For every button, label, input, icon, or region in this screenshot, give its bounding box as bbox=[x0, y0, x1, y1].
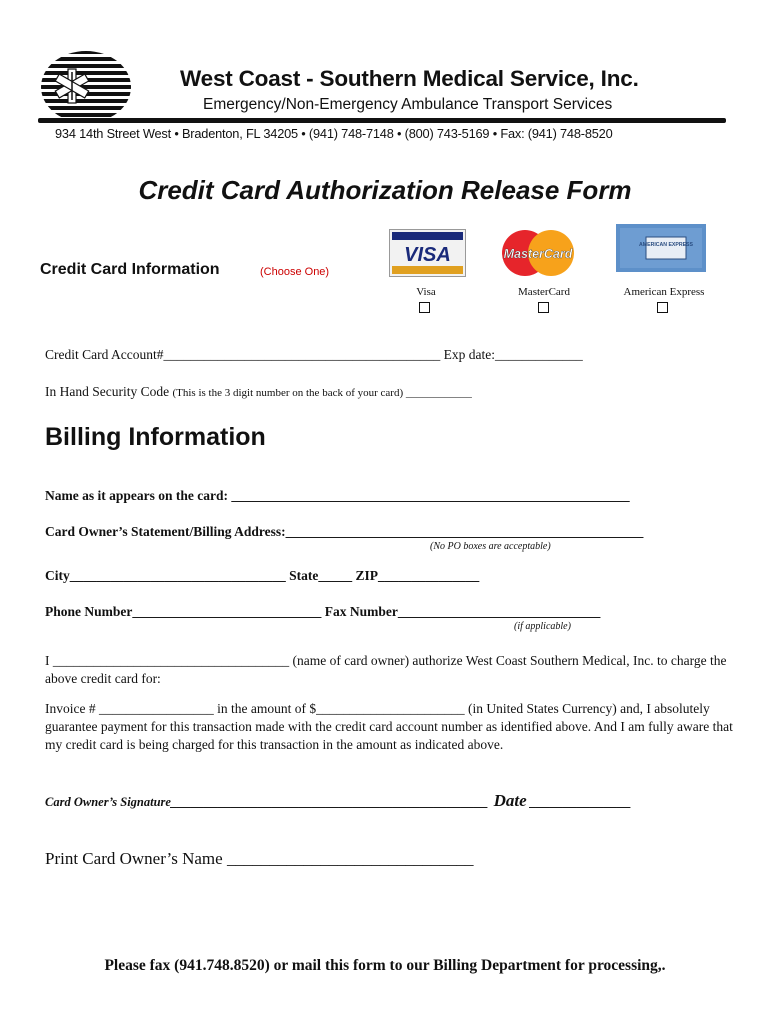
form-title: Credit Card Authorization Release Form bbox=[138, 175, 632, 205]
amex-logo bbox=[616, 224, 706, 272]
mastercard-checkbox[interactable] bbox=[538, 302, 549, 313]
print-name-label: Print Card Owner’s Name bbox=[45, 849, 223, 868]
billing-address-field[interactable]: Card Owner’s Statement/Billing Address:_____________________________________________________ bbox=[45, 524, 644, 539]
choose-one-note: (Choose One) bbox=[260, 266, 330, 278]
signature-field[interactable] bbox=[45, 791, 631, 811]
mastercard-logo-text: MasterCard bbox=[503, 247, 573, 261]
fax-applicable-note: (if applicable) bbox=[514, 621, 571, 632]
phone-fax-field[interactable]: Phone Number____________________________ Fax Number______________________________ bbox=[45, 604, 601, 619]
footer-instructions: Please fax (941.748.8520) or mail this form to our Billing Department for processing,. bbox=[104, 957, 666, 974]
visa-logo-text: VISA bbox=[404, 244, 451, 266]
security-code-field[interactable] bbox=[45, 384, 472, 400]
visa-logo bbox=[389, 229, 466, 277]
visa-checkbox[interactable] bbox=[419, 302, 430, 313]
amex-label: American Express bbox=[623, 286, 705, 298]
mastercard-logo bbox=[498, 229, 578, 277]
mastercard-label: MasterCard bbox=[518, 286, 570, 298]
date-line: _______________ bbox=[530, 794, 632, 809]
amex-checkbox[interactable] bbox=[657, 302, 668, 313]
authorization-text-1: I ___________________________________ (name of card owner) authorize West Coast Southern Medical, Inc. to charge the above credit card for: bbox=[45, 653, 727, 686]
company-tagline: Emergency/Non-Emergency Ambulance Transport Services bbox=[203, 96, 613, 113]
credit-card-heading: Credit Card Information bbox=[40, 261, 220, 278]
print-name-line: _____________________________ bbox=[226, 849, 474, 868]
company-address: 934 14th Street West • Bradenton, FL 34205 • (941) 748-7148 • (800) 743-5169 • Fax: (941) 748-8520 bbox=[55, 126, 613, 141]
visa-label: Visa bbox=[416, 286, 436, 298]
company-logo bbox=[40, 50, 132, 124]
billing-heading: Billing Information bbox=[45, 423, 266, 451]
signature-label: Card Owner’s Signature bbox=[45, 795, 171, 809]
no-po-boxes-note: (No PO boxes are acceptable) bbox=[430, 541, 551, 552]
signature-line: _______________________________________________ bbox=[170, 794, 489, 809]
date-label: Date bbox=[493, 791, 527, 810]
name-on-card-field[interactable]: Name as it appears on the card: ___________________________________________________________ bbox=[45, 488, 630, 503]
amex-logo-text: AMERICAN EXPRESS bbox=[639, 242, 693, 248]
header-rule bbox=[38, 118, 726, 123]
company-name: West Coast - Southern Medical Service, Inc. bbox=[180, 66, 639, 91]
security-code-label: In Hand Security Code bbox=[45, 384, 170, 399]
print-name-field[interactable] bbox=[45, 849, 473, 869]
security-code-note: (This is the 3 digit number on the back of your card) ____________ bbox=[172, 387, 472, 399]
card-account-field[interactable]: Credit Card Account#_________________________________________ Exp date:_____________ bbox=[45, 347, 583, 362]
city-state-zip-field[interactable]: City________________________________ State_____ ZIP_______________ bbox=[45, 568, 480, 583]
authorization-text-2: Invoice # _________________ in the amount of $______________________ (in United States Currency) and, I absolutely guarantee payment for this transaction made with the credit card account number as identified above. And I am fully aware that my credit card is being charged for this transaction in the amount as indicated above. bbox=[45, 701, 733, 752]
